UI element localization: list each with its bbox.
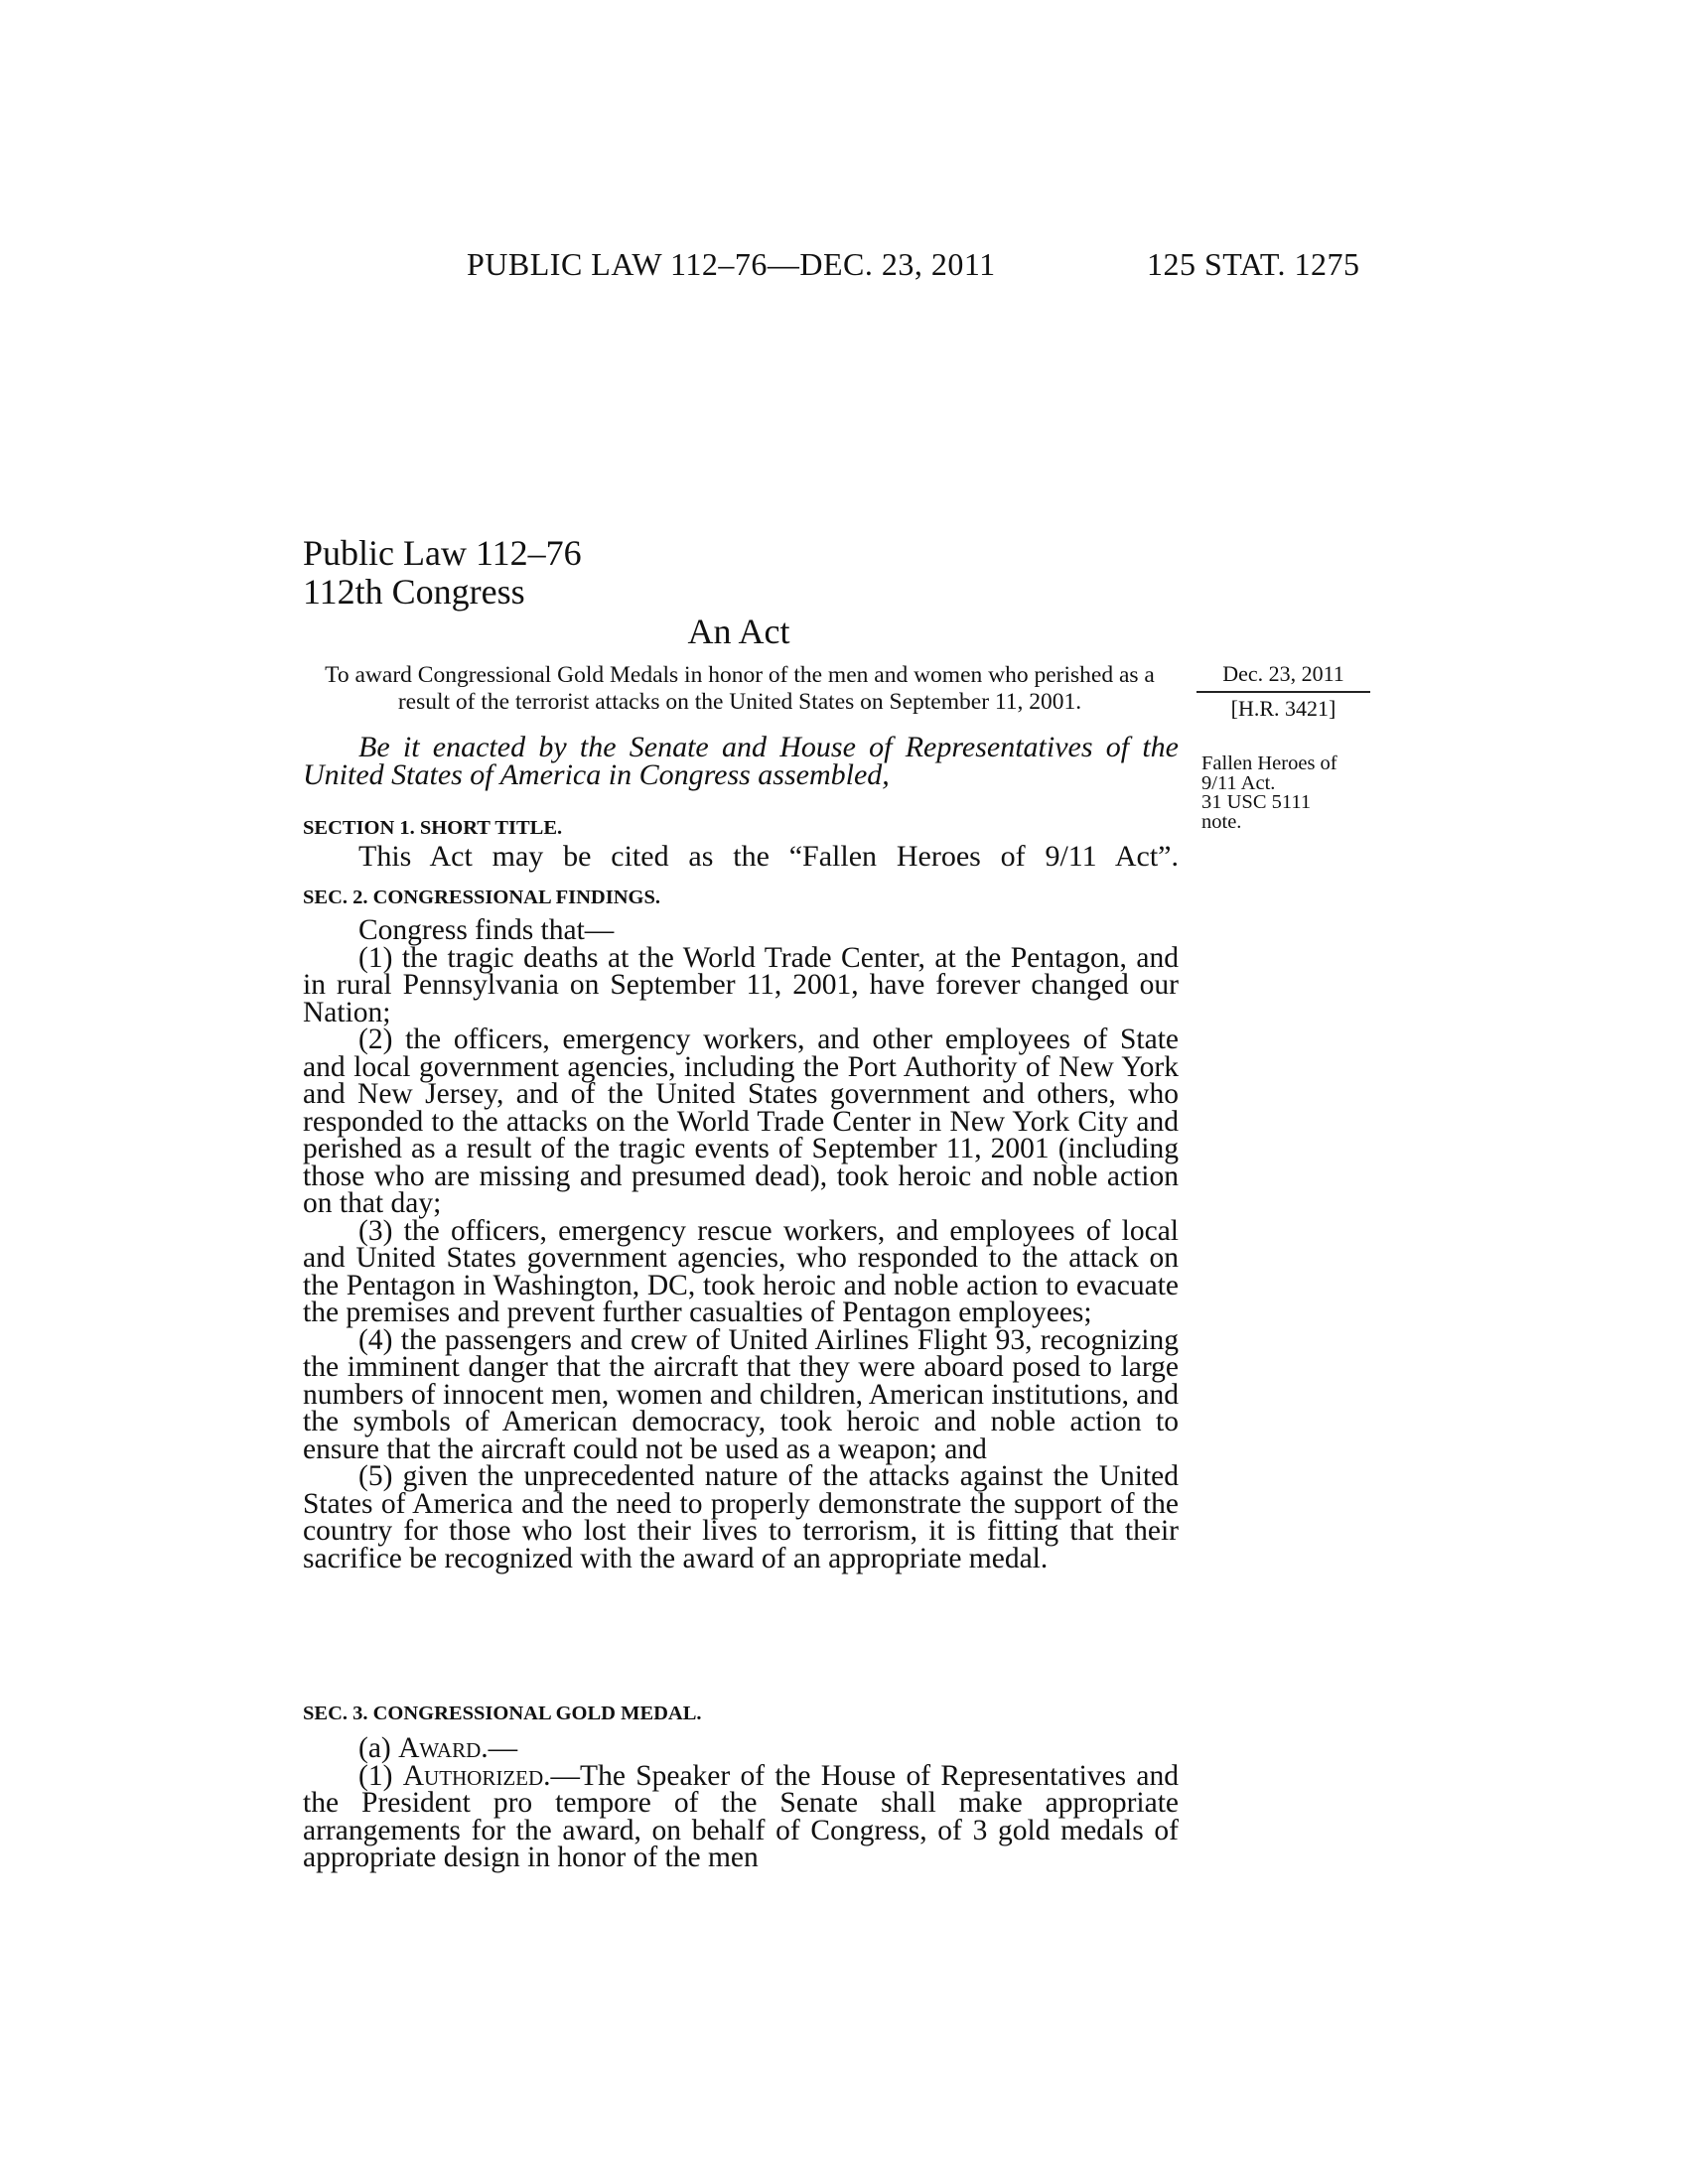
sidenote-line: Fallen Heroes of [1201, 752, 1337, 774]
margin-sidenote [1201, 754, 1337, 832]
finding-paragraph: (5) given the unprecedented nature of the attacks against the United States of America and the need to properly demonstrate the support of the country for those who lost their lives to terrorism, it is fitting that their sacrifice be recognized with the award of an appropriate medal. [303, 1460, 1179, 1574]
margin-bill-number: [H.R. 3421] [1230, 696, 1336, 721]
sidenote-line: 9/11 Act. [1201, 771, 1276, 794]
sidenote-line: note. [1201, 810, 1242, 833]
paragraph-a1-heading: Authorized. [402, 1759, 551, 1792]
section-2-body [303, 914, 1179, 1574]
finding-paragraph: (1) the tragic deaths at the World Trade Center, at the Pentagon, and in rural Pennsylvania on September 11, 2001, have forever changed our Nation; [303, 941, 1179, 1028]
sidenote-line: 31 USC 5111 [1201, 791, 1312, 813]
subsection-a-label: (a) [358, 1732, 399, 1764]
margin-enactment-date: Dec. 23, 2011 [1222, 661, 1344, 686]
finding-paragraph: (3) the officers, emergency rescue workers, and employees of local and United States government agencies, who responded to the attack on the Pentagon in Washington, DC, took heroic and noble action to evacuate the premises and prevent further casualties of Pentagon employees; [303, 1214, 1179, 1328]
running-header-statute-page: 125 STAT. 1275 [1147, 246, 1360, 282]
section-3-heading: SEC. 3. CONGRESSIONAL GOLD MEDAL. [303, 1703, 702, 1724]
act-heading: An Act [687, 612, 790, 651]
paragraph-a1-text: —The Speaker of the House of Representatives and the President pro tempore of the Senate shall make appropriate arrangements for the award, on behalf of Congress, of 3 gold medals of appropriate design in honor of the men [303, 1759, 1179, 1873]
enacting-clause: Be it enacted by the Senate and House of Representatives of the United States of America in Congress assembled, [303, 731, 1179, 791]
subsection-a-dash: — [488, 1732, 518, 1764]
act-purpose: To award Congressional Gold Medals in honor of the men and women who perished as a result of the terrorist attacks on the United States on September 11, 2001. [325, 662, 1155, 715]
paragraph-a1-label: (1) [358, 1759, 403, 1792]
finding-paragraph: (4) the passengers and crew of United Airlines Flight 93, recognizing the imminent danger that the aircraft that they were aboard posed to large numbers of innocent men, women and children, American institutions, and the symbols of American democracy, took heroic and noble action to ensure that the aircraft could not be used as a weapon; and [303, 1323, 1179, 1465]
section-1-text: This Act may be cited as the “Fallen Heroes of 9/11 Act”. [358, 840, 1179, 873]
paragraph-a1 [303, 1759, 1179, 1873]
findings-intro: Congress finds that— [358, 914, 615, 946]
section-2-heading: SEC. 2. CONGRESSIONAL FINDINGS. [303, 887, 660, 908]
section-1-heading: SECTION 1. SHORT TITLE. [303, 817, 563, 839]
congress-number: 112th Congress [303, 572, 525, 612]
margin-divider [1196, 691, 1370, 693]
subsection-a [303, 1732, 1179, 1764]
public-law-number: Public Law 112–76 [303, 533, 582, 573]
subsection-a-heading: Award. [398, 1732, 489, 1764]
finding-paragraph: (2) the officers, emergency workers, and other employees of State and local government agencies, including the Port Authority of New York and New Jersey, and of the United States government and others, who responded to the attacks on the World Trade Center in New York City and perished as a result of the tragic events of September 11, 2001 (including those who are missing and presumed dead), took heroic and noble action on that day; [303, 1024, 1179, 1219]
section-3-body [303, 1732, 1179, 1873]
running-header-citation: PUBLIC LAW 112–76—DEC. 23, 2011 [467, 246, 996, 282]
